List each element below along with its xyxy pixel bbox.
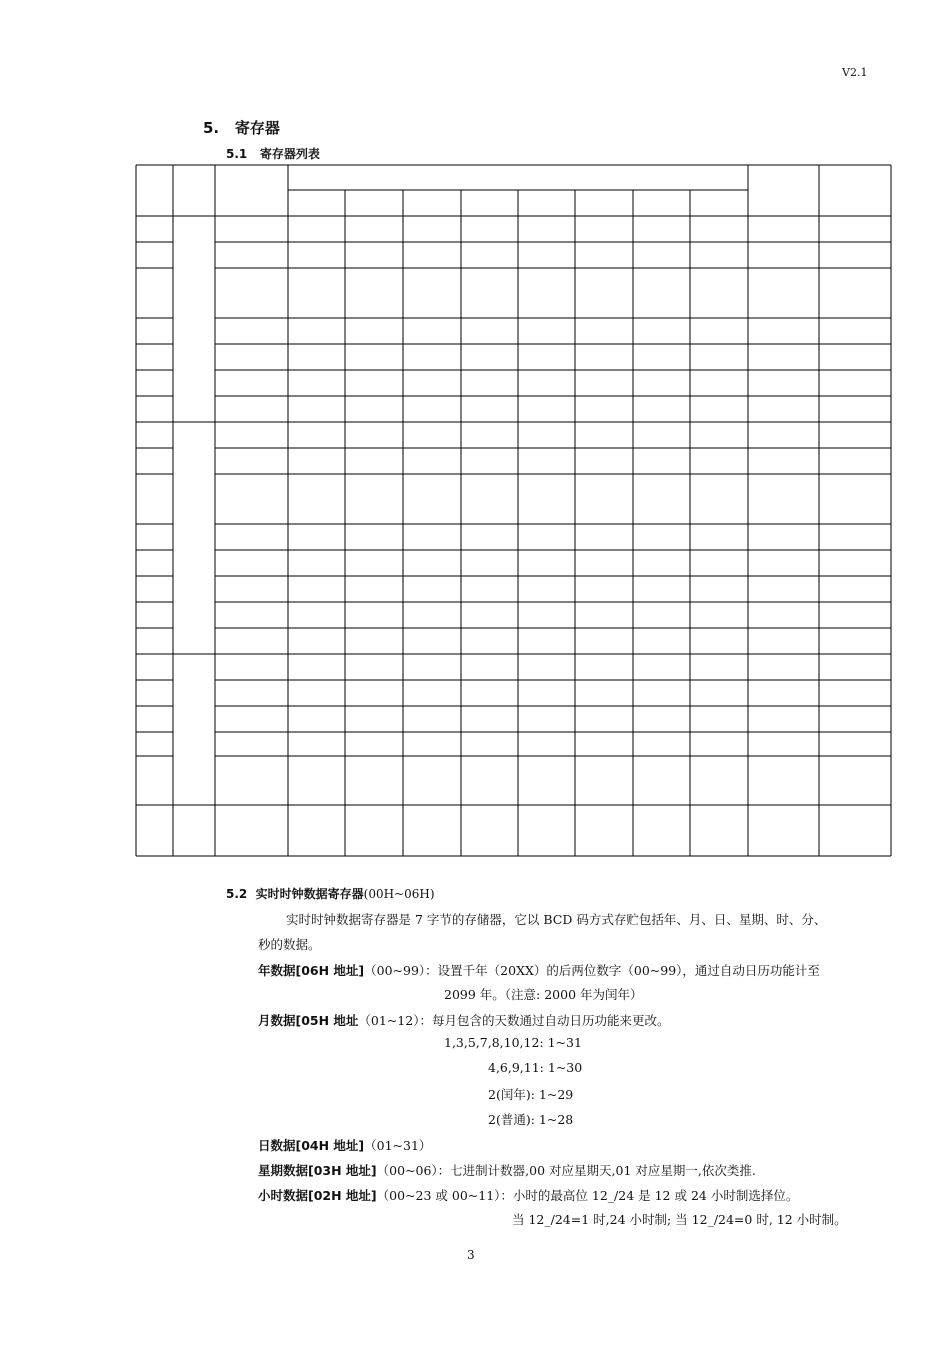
- page-number: 3: [467, 1248, 475, 1262]
- item-month: [258, 1010, 669, 1029]
- subsection-number: 5.1: [226, 147, 248, 161]
- subsection-range: (00H~06H): [363, 887, 435, 901]
- item-day: [258, 1135, 431, 1154]
- section-number: 5.: [203, 119, 220, 137]
- item-year-label: 年数据[06H 地址]: [258, 963, 365, 978]
- item-year: [258, 960, 820, 979]
- month-days-line: 2(普通): 1~28: [488, 1112, 574, 1127]
- item-year-range: （00~99）：设置千年（20XX）的后两位数字（00~99），通过自动日历功能计至: [364, 963, 820, 978]
- item-day-range: （01~31）: [364, 1138, 432, 1153]
- item-month-range: （01~12）：: [358, 1013, 432, 1028]
- item-hour-cont: 当 12_/24=1 时,24 小时制; 当 12_/24=0 时, 12 小时制。: [512, 1212, 847, 1227]
- item-hour-label: 小时数据[02H 地址]: [258, 1188, 377, 1203]
- month-days-line: 2(闰年): 1~29: [488, 1087, 574, 1102]
- item-weekday: [258, 1160, 756, 1179]
- item-weekday-label: 星期数据[03H 地址]: [258, 1163, 377, 1178]
- month-days-line: 1,3,5,7,8,10,12: 1~31: [444, 1035, 582, 1050]
- item-month-desc: 每月包含的天数通过自动日历功能来更改。: [431, 1013, 670, 1028]
- paragraph-line-1: 实时时钟数据寄存器是 7 字节的存储器，它以 BCD 码方式存贮包括年、月、日、星期、时、分、: [286, 912, 827, 927]
- item-hour: [258, 1185, 798, 1204]
- subsection-title: 实时时钟数据寄存器: [255, 887, 364, 901]
- subsection-number: 5.2: [226, 887, 248, 901]
- table-grid: [136, 165, 891, 856]
- subsection-title: 寄存器列表: [259, 147, 320, 161]
- section-title: 寄存器: [234, 119, 280, 137]
- document-version: V2.1: [842, 66, 868, 79]
- subsection-heading-rtc: [226, 885, 435, 902]
- month-days-line: 4,6,9,11: 1~30: [488, 1060, 583, 1075]
- item-weekday-range: （00~06）：七进制计数器,00 对应星期天,01 对应星期一,依次类推.: [376, 1163, 756, 1178]
- paragraph-line-2: 秒的数据。: [258, 937, 321, 952]
- item-month-label: 月数据[05H 地址: [258, 1013, 359, 1028]
- item-day-label: 日数据[04H 地址]: [258, 1138, 365, 1153]
- item-hour-range: （00~23 或 00~11）：小时的最高位 12_/24 是 12 或 24 小时制选择位。: [376, 1188, 799, 1203]
- item-year-cont: 2099 年。（注意: 2000 年为闰年）: [444, 987, 643, 1002]
